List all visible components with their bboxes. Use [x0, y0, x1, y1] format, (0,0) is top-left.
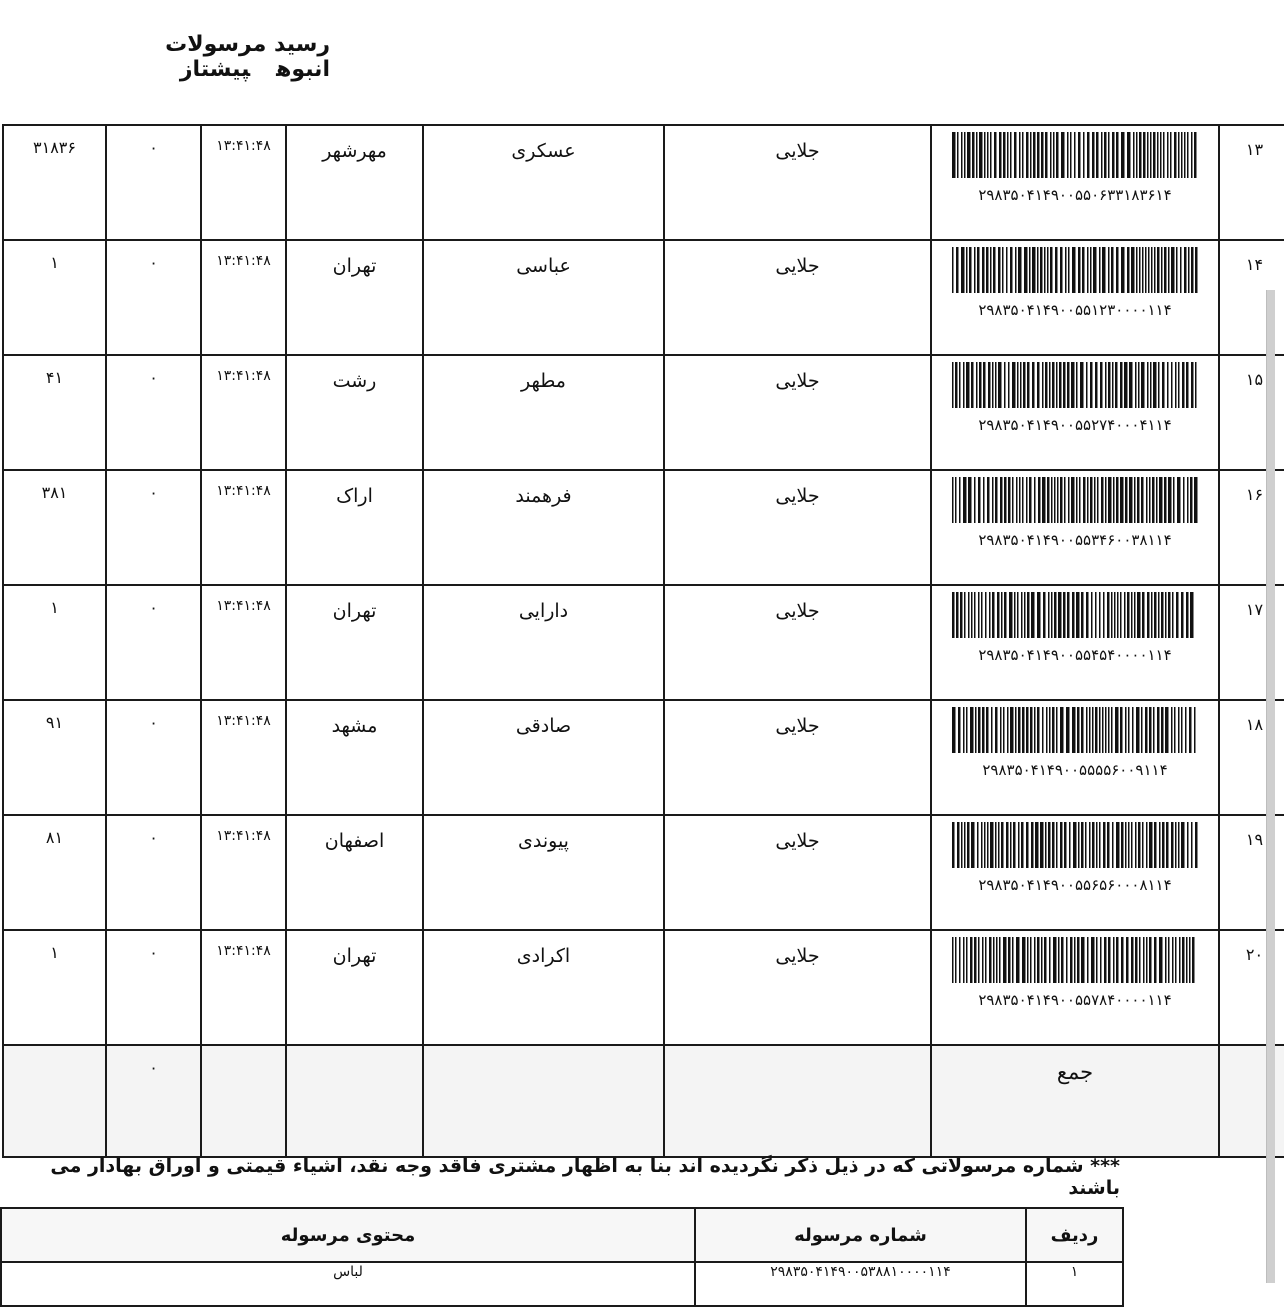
index-cell: ۱	[1026, 1262, 1123, 1306]
barcode-number: ۲۹۸۳۵۰۴۱۴۹۰۰۵۵۱۲۳۰۰۰۰۱۱۴	[978, 301, 1172, 319]
row-index-cell: ۱۸	[1219, 700, 1284, 815]
barcode-image	[950, 362, 1200, 408]
city-cell: تهران	[286, 585, 423, 700]
value-cell: ۳۱۸۳۶	[3, 125, 106, 240]
sender-cell: جلایی	[664, 240, 931, 355]
shipment-row	[3, 355, 1284, 470]
city-cell: تهران	[286, 930, 423, 1045]
recipient-name-cell: دارایی	[423, 585, 664, 700]
zero-cell: ۰	[106, 355, 201, 470]
time-cell: ۱۳:۴۱:۴۸	[201, 355, 286, 470]
shipment-row	[3, 125, 1284, 240]
content-cell: لباس	[1, 1262, 695, 1306]
total-row	[3, 1045, 1284, 1157]
city-cell: مهرشهر	[286, 125, 423, 240]
total-value-cell	[3, 1045, 106, 1157]
contents-header-row	[1, 1208, 1123, 1262]
city-cell: رشت	[286, 355, 423, 470]
barcode-cell	[931, 815, 1219, 930]
sender-cell: جلایی	[664, 470, 931, 585]
barcode-cell	[931, 700, 1219, 815]
sender-cell: جلایی	[664, 125, 931, 240]
zero-cell: ۰	[106, 700, 201, 815]
barcode-image	[950, 937, 1200, 983]
header-content: محتوی مرسوله	[1, 1208, 695, 1262]
total-empty-cell	[201, 1045, 286, 1157]
barcode-number: ۲۹۸۳۵۰۴۱۴۹۰۰۵۵۷۸۴۰۰۰۰۱۱۴	[978, 991, 1172, 1009]
shipment-row	[3, 470, 1284, 585]
page-title	[60, 32, 330, 82]
barcode-number: ۲۹۸۳۵۰۴۱۴۹۰۰۵۵۰۶۳۳۱۸۳۶۱۴	[978, 186, 1172, 204]
barcode-cell	[931, 470, 1219, 585]
value-cell: ۱	[3, 240, 106, 355]
row-index-cell: ۱۹	[1219, 815, 1284, 930]
time-cell: ۱۳:۴۱:۴۸	[201, 930, 286, 1045]
sender-cell: جلایی	[664, 585, 931, 700]
shipment-row	[3, 700, 1284, 815]
row-index-cell: ۱۴	[1219, 240, 1284, 355]
barcode-image	[950, 247, 1200, 293]
row-index-cell: ۲۰	[1219, 930, 1284, 1045]
barcode-number: ۲۹۸۳۵۰۴۱۴۹۰۰۵۵۶۵۶۰۰۰۸۱۱۴	[978, 876, 1172, 894]
sender-cell: جلایی	[664, 700, 931, 815]
zero-cell: ۰	[106, 815, 201, 930]
barcode-number: ۲۹۸۳۵۰۴۱۴۹۰۰۵۵۴۵۴۰۰۰۰۱۱۴	[978, 646, 1172, 664]
shipment-row	[3, 240, 1284, 355]
barcode-cell	[931, 125, 1219, 240]
time-cell: ۱۳:۴۱:۴۸	[201, 585, 286, 700]
contents-table	[0, 1207, 1124, 1307]
barcode-number: ۲۹۸۳۵۰۴۱۴۹۰۰۵۵۲۷۴۰۰۰۴۱۱۴	[978, 416, 1172, 434]
sender-cell: جلایی	[664, 930, 931, 1045]
row-index-cell: ۱۳	[1219, 125, 1284, 240]
value-cell: ۱	[3, 930, 106, 1045]
service-type: پیشتاز	[179, 57, 251, 82]
barcode-cell	[931, 930, 1219, 1045]
barcode-cell	[931, 355, 1219, 470]
row-index-cell: ۱۵	[1219, 355, 1284, 470]
value-cell: ۱	[3, 585, 106, 700]
time-cell: ۱۳:۴۱:۴۸	[201, 815, 286, 930]
recipient-name-cell: فرهمند	[423, 470, 664, 585]
total-empty-cell	[423, 1045, 664, 1157]
city-cell: اراک	[286, 470, 423, 585]
city-cell: تهران	[286, 240, 423, 355]
disclaimer-note: *** شماره مرسولاتی که در ذیل ذکر نگردیده اند بنا به اظهار مشتری فاقد وجه نقد، اشیاء قیمتی و اوراق بهادار می باشند	[50, 1155, 1120, 1199]
sender-cell: جلایی	[664, 355, 931, 470]
shipment-row	[3, 815, 1284, 930]
recipient-name-cell: عسکری	[423, 125, 664, 240]
shipment-row	[3, 930, 1284, 1045]
total-empty-cell	[286, 1045, 423, 1157]
header-number: شماره مرسوله	[695, 1208, 1026, 1262]
time-cell: ۱۳:۴۱:۴۸	[201, 125, 286, 240]
row-index-cell: ۱۷	[1219, 585, 1284, 700]
barcode-image	[950, 132, 1200, 178]
total-zero-cell: ۰	[106, 1045, 201, 1157]
barcode-image	[950, 707, 1200, 753]
shipment-row	[3, 585, 1284, 700]
city-cell: مشهد	[286, 700, 423, 815]
zero-cell: ۰	[106, 930, 201, 1045]
barcode-image	[950, 822, 1200, 868]
city-cell: اصفهان	[286, 815, 423, 930]
recipient-name-cell: مطهر	[423, 355, 664, 470]
zero-cell: ۰	[106, 585, 201, 700]
barcode-image	[950, 477, 1200, 523]
value-cell: ۳۸۱	[3, 470, 106, 585]
barcode-number: ۲۹۸۳۵۰۴۱۴۹۰۰۵۵۵۵۶۰۰۹۱۱۴	[982, 761, 1168, 779]
shipments-table	[2, 124, 1284, 1158]
time-cell: ۱۳:۴۱:۴۸	[201, 470, 286, 585]
header-index: ردیف	[1026, 1208, 1123, 1262]
recipient-name-cell: عباسی	[423, 240, 664, 355]
value-cell: ۹۱	[3, 700, 106, 815]
row-index-cell: ۱۶	[1219, 470, 1284, 585]
zero-cell: ۰	[106, 240, 201, 355]
total-label: جمع	[931, 1045, 1219, 1157]
recipient-name-cell: پیوندی	[423, 815, 664, 930]
recipient-name-cell: اکرادی	[423, 930, 664, 1045]
barcode-image	[950, 592, 1200, 638]
title-text: رسید مرسولات انبوه	[165, 32, 330, 82]
time-cell: ۱۳:۴۱:۴۸	[201, 240, 286, 355]
zero-cell: ۰	[106, 125, 201, 240]
number-cell: ۲۹۸۳۵۰۴۱۴۹۰۰۵۳۸۸۱۰۰۰۰۱۱۴	[695, 1262, 1026, 1306]
value-cell: ۴۱	[3, 355, 106, 470]
sender-cell: جلایی	[664, 815, 931, 930]
zero-cell: ۰	[106, 470, 201, 585]
contents-row	[1, 1262, 1123, 1306]
barcode-cell	[931, 240, 1219, 355]
value-cell: ۸۱	[3, 815, 106, 930]
total-empty-cell	[664, 1045, 931, 1157]
barcode-cell	[931, 585, 1219, 700]
barcode-number: ۲۹۸۳۵۰۴۱۴۹۰۰۵۵۳۴۶۰۰۳۸۱۱۴	[978, 531, 1172, 549]
recipient-name-cell: صادقی	[423, 700, 664, 815]
vertical-scrollbar[interactable]	[1266, 290, 1275, 1283]
time-cell: ۱۳:۴۱:۴۸	[201, 700, 286, 815]
